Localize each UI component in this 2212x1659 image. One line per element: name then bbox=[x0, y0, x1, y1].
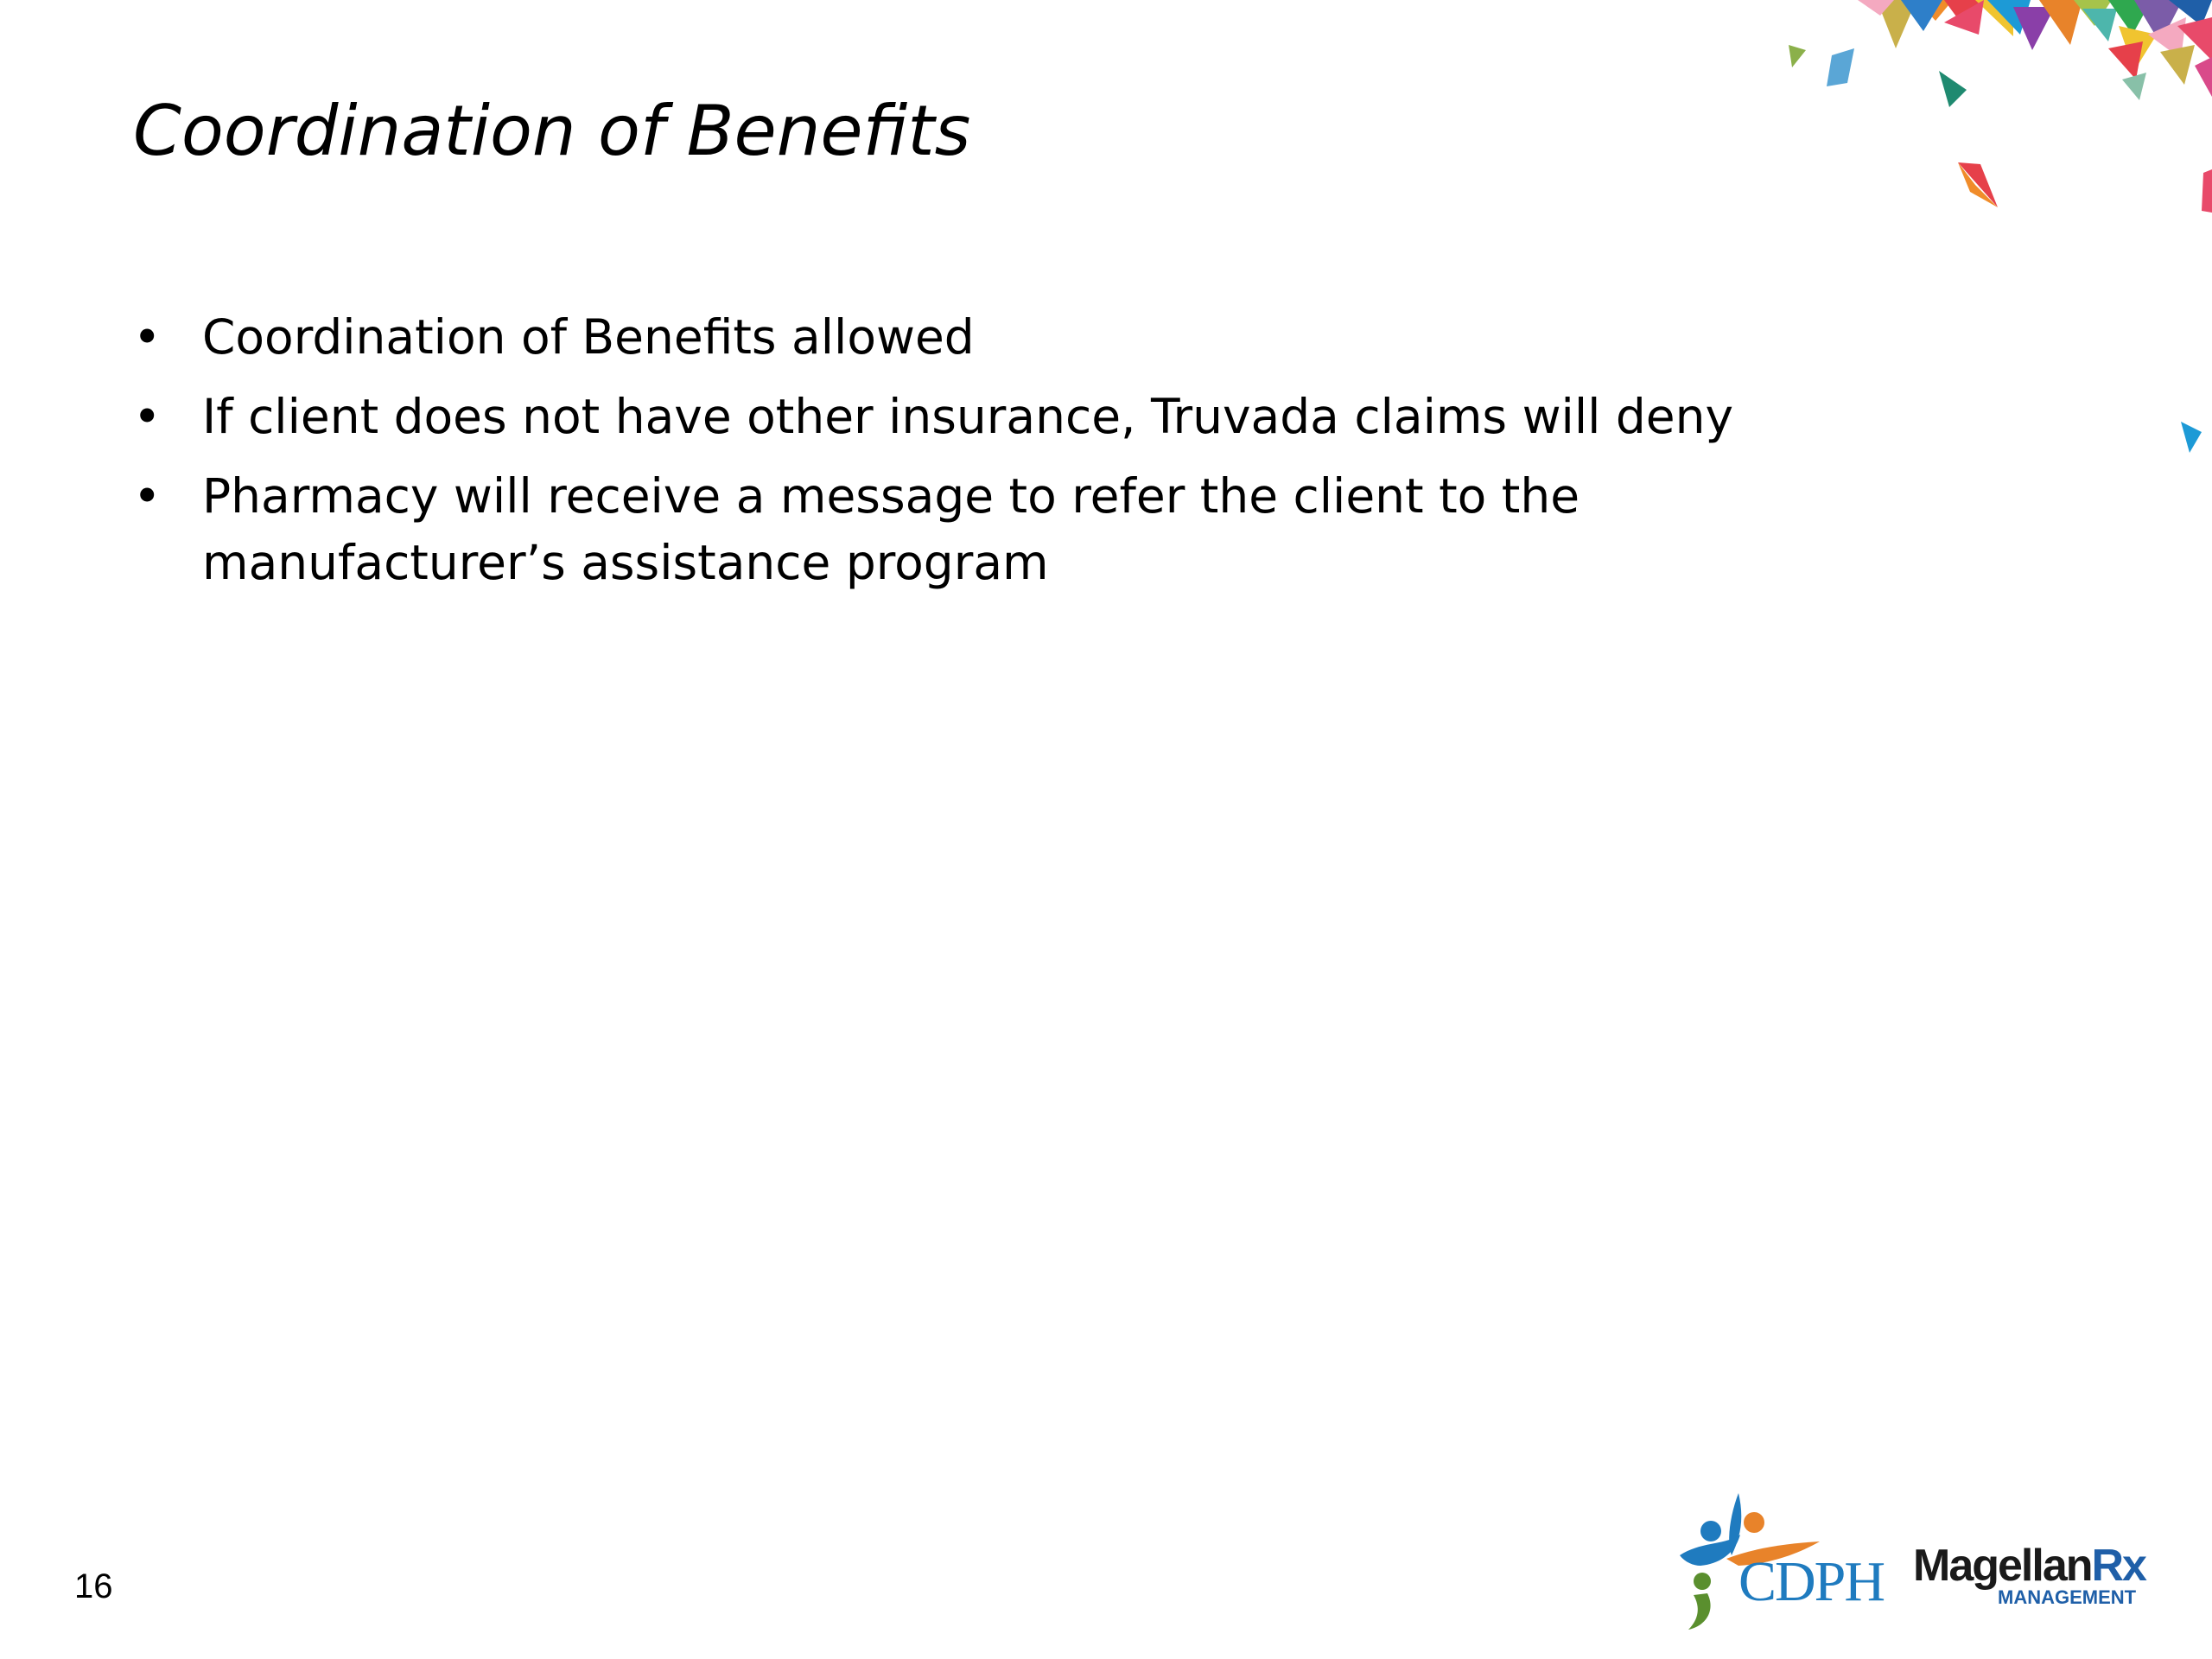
magellan-rx-mark: Rx bbox=[2091, 1541, 2145, 1591]
bullet-item: • If client does not have other insurance, Truvada claims will deny bbox=[133, 384, 1930, 450]
magellan-name: Magellan bbox=[1913, 1541, 2092, 1591]
magellan-rx-logo bbox=[1913, 1541, 2155, 1637]
slide-number: 16 bbox=[74, 1567, 113, 1605]
magellan-subtitle: MANAGEMENT bbox=[1998, 1586, 2137, 1608]
cdph-logo bbox=[1675, 1481, 1885, 1633]
magellan-wordmark bbox=[1913, 1541, 2145, 1590]
bullet-list bbox=[133, 304, 1930, 609]
bullet-item: • Pharmacy will receive a message to refer the client to the manufacturer’s assistance program bbox=[133, 463, 1930, 596]
cdph-wordmark: CDPH bbox=[1738, 1550, 1885, 1613]
slide-title: Coordination of Benefits bbox=[133, 91, 971, 171]
bullet-item: • Coordination of Benefits allowed bbox=[133, 304, 1930, 371]
